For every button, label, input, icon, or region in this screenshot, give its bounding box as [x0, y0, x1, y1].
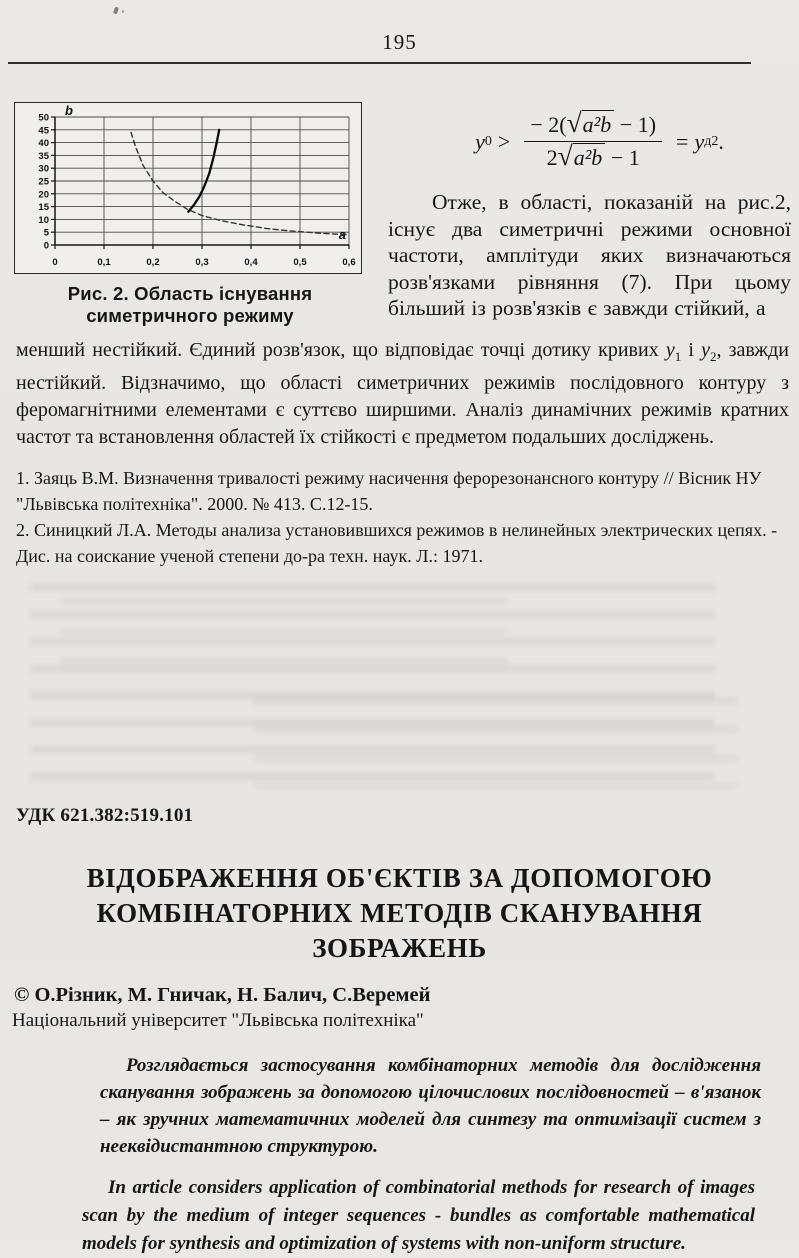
y1-symbol: y — [665, 339, 675, 361]
equation-denominator — [524, 142, 662, 171]
reference-item-1: 1. Заяць В.М. Визначення тривалості режиму насичення ферорезонансного контуру // Вісник НУ "Львівська політехніка". 2000. № 413. С.12-15. — [16, 468, 762, 514]
svg-text:15: 15 — [38, 202, 49, 214]
svg-text:a: a — [338, 227, 346, 242]
page-bleedthrough — [30, 583, 775, 789]
equation-lhs-sub: 0 — [484, 133, 492, 149]
denominator-suffix: − 1 — [605, 145, 640, 170]
svg-text:0: 0 — [52, 257, 58, 268]
svg-text:10: 10 — [38, 214, 49, 226]
equation-rhs: y — [694, 128, 705, 154]
svg-text:50: 50 — [38, 112, 49, 124]
text-column — [366, 102, 791, 327]
abstract-ukrainian: Розглядається застосування комбінаторних методів для дослідження сканування зображень за допомогою цілочислових послідовностей – в'язанок – як зручних математичних моделей для синтезу та оптимізації систем з нееквідистантною структурою. — [100, 1055, 761, 1157]
equation-period: . — [718, 128, 724, 154]
equation-relation: > — [497, 128, 511, 154]
figure-2-caption: Рис. 2. Область існування симетричного режиму — [67, 283, 313, 326]
equation-lhs: y — [475, 128, 485, 154]
equation-fraction — [524, 107, 662, 171]
references-list — [16, 465, 789, 569]
svg-text:35: 35 — [38, 150, 49, 162]
abstract-english: In article considers application of combinatorial methods for research of images scan by the medium of integer sequences - bundles as comfortable mathematical models for synthesis and optimization of systems with non-uniform structure. — [82, 1177, 755, 1254]
udc-code: УДК 621.382:519.101 — [16, 805, 194, 826]
figure-column — [14, 102, 366, 327]
svg-text:0,5: 0,5 — [293, 257, 307, 268]
equation-rhs-sub: д2 — [704, 133, 719, 149]
equation-numerator — [524, 107, 662, 142]
y2-subscript: 2 — [710, 349, 717, 364]
denominator-radicand: a²b — [573, 143, 606, 170]
equation-yd2 — [418, 107, 781, 171]
svg-text:25: 25 — [38, 176, 49, 188]
body-paragraph-right: Отже, в області, показаній на рис.2, існує два симетричні режими основної частоти, амплітуди яких визначаються розв'язками рівняння (7). При цьому більший із розв'язків є завжди стійкий, а — [388, 190, 791, 320]
paragraph-conjunction: і — [681, 339, 702, 361]
sqrt-icon: √ — [566, 107, 582, 138]
bleedthrough-texture — [254, 696, 738, 789]
numerator-radicand: a²b — [582, 110, 615, 137]
figure-2-chart-svg — [15, 103, 361, 273]
svg-text:0,3: 0,3 — [195, 257, 209, 268]
svg-text:0,2: 0,2 — [146, 257, 160, 268]
svg-text:40: 40 — [38, 138, 49, 150]
svg-text:5: 5 — [43, 227, 49, 239]
paragraph-full-part1: менший нестійкий. Єдиний розв'язок, що відповідає точці дотику кривих — [16, 339, 666, 361]
reference-item-2: 2. Синицкий Л.А. Методы анализа установившихся режимов в нелинейных электрических цепях. - Дис. на соискание ученой степени до-ра техн. наук. Л.: 1971. — [16, 520, 778, 566]
y2-symbol: y — [701, 339, 710, 361]
header-rule — [8, 62, 751, 64]
article-title: ВІДОБРАЖЕННЯ ОБ'ЄКТІВ ЗА ДОПОМОГОЮ КОМБІНАТОРНИХ МЕТОДІВ СКАНУВАННЯ ЗОБРАЖЕНЬ — [86, 863, 713, 963]
figure-2-box — [14, 102, 362, 274]
equation-equals: = — [676, 128, 689, 154]
svg-text:45: 45 — [38, 125, 49, 137]
svg-text:b: b — [65, 103, 73, 118]
numerator-prefix: − 2( — [530, 112, 567, 137]
scan-artifact — [122, 10, 124, 13]
svg-text:0: 0 — [43, 240, 49, 252]
page-number: 195 — [382, 30, 417, 54]
y1-subscript: 1 — [674, 349, 682, 364]
numerator-suffix: − 1) — [614, 112, 657, 137]
authors-line: © О.Різник, М. Гничак, Н. Балич, С.Веремей — [14, 984, 431, 1006]
affiliation: Національний університет "Львівська політехніка" — [12, 1010, 424, 1031]
body-paragraph-full — [16, 337, 789, 451]
svg-text:20: 20 — [38, 189, 49, 201]
sqrt-icon: √ — [557, 140, 573, 171]
svg-text:0,1: 0,1 — [97, 257, 111, 268]
two-column-section — [14, 102, 791, 327]
svg-text:0,6: 0,6 — [342, 257, 356, 268]
svg-text:30: 30 — [38, 163, 49, 175]
denominator-prefix: 2 — [546, 145, 558, 170]
bleedthrough-texture — [60, 597, 507, 679]
svg-text:0,4: 0,4 — [244, 257, 258, 268]
paragraph-full-part2: , завжди нестійкий. Відзначимо, що області симетричних режимів послідовного контуру з феромагнітними елементами є суттєво ширшими. Аналіз динамічних режимів кратних частот та встановлення областей їх стійкості є предметом подальших досліджень. — [16, 339, 789, 448]
